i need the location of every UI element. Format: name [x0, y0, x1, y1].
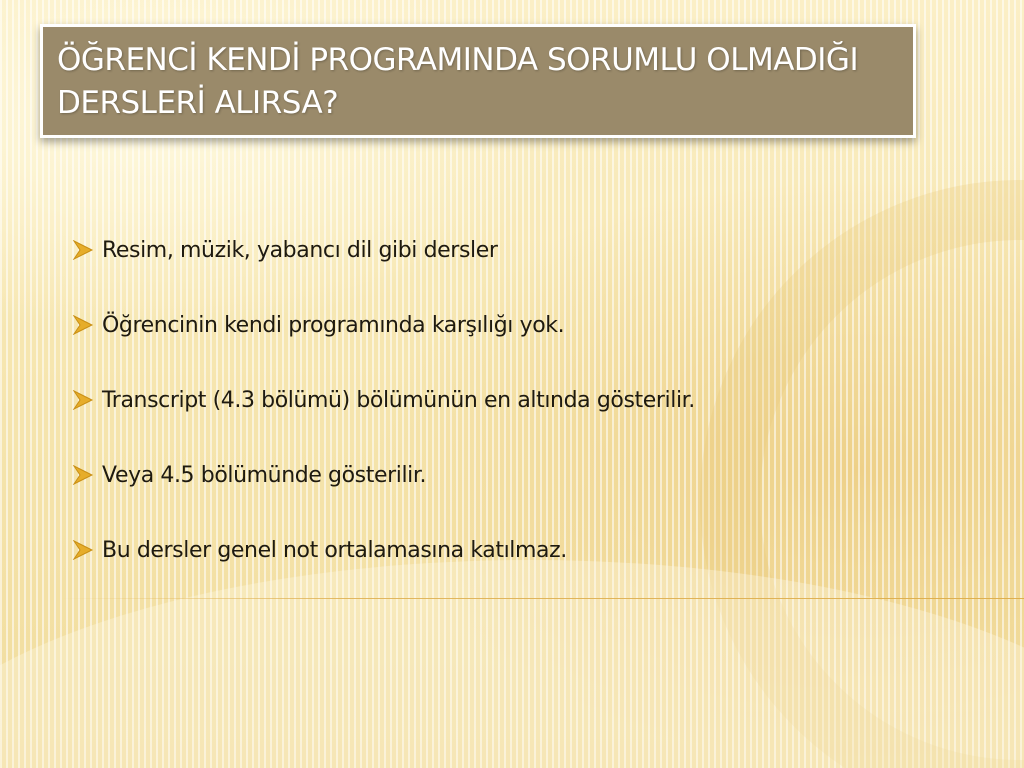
bullet-item	[72, 528, 695, 572]
arrowhead-bullet-icon	[72, 540, 96, 560]
bullet-item	[72, 303, 695, 347]
bullet-text: Resim, müzik, yabancı dil gibi dersler	[102, 237, 498, 263]
arrowhead-bullet-icon	[72, 390, 96, 410]
arrowhead-bullet-icon	[72, 315, 96, 335]
bullet-text: Veya 4.5 bölümünde gösterilir.	[102, 462, 427, 488]
bullet-item	[72, 453, 695, 497]
slide-title: ÖĞRENCİ KENDİ PROGRAMINDA SORUMLU OLMADIĞI DERSLERİ ALIRSA?	[57, 42, 859, 121]
title-box	[40, 24, 916, 138]
bullet-text: Bu dersler genel not ortalamasına katılmaz.	[102, 537, 567, 563]
background-swirl	[700, 180, 1024, 768]
bullet-text: Öğrencinin kendi programında karşılığı yok.	[102, 312, 565, 338]
bullet-item	[72, 378, 695, 422]
bullet-item	[72, 228, 695, 272]
arrowhead-bullet-icon	[72, 240, 96, 260]
bullet-list	[72, 228, 695, 603]
arrowhead-bullet-icon	[72, 465, 96, 485]
bullet-text: Transcript (4.3 bölümü) bölümünün en altında gösterilir.	[102, 387, 695, 413]
